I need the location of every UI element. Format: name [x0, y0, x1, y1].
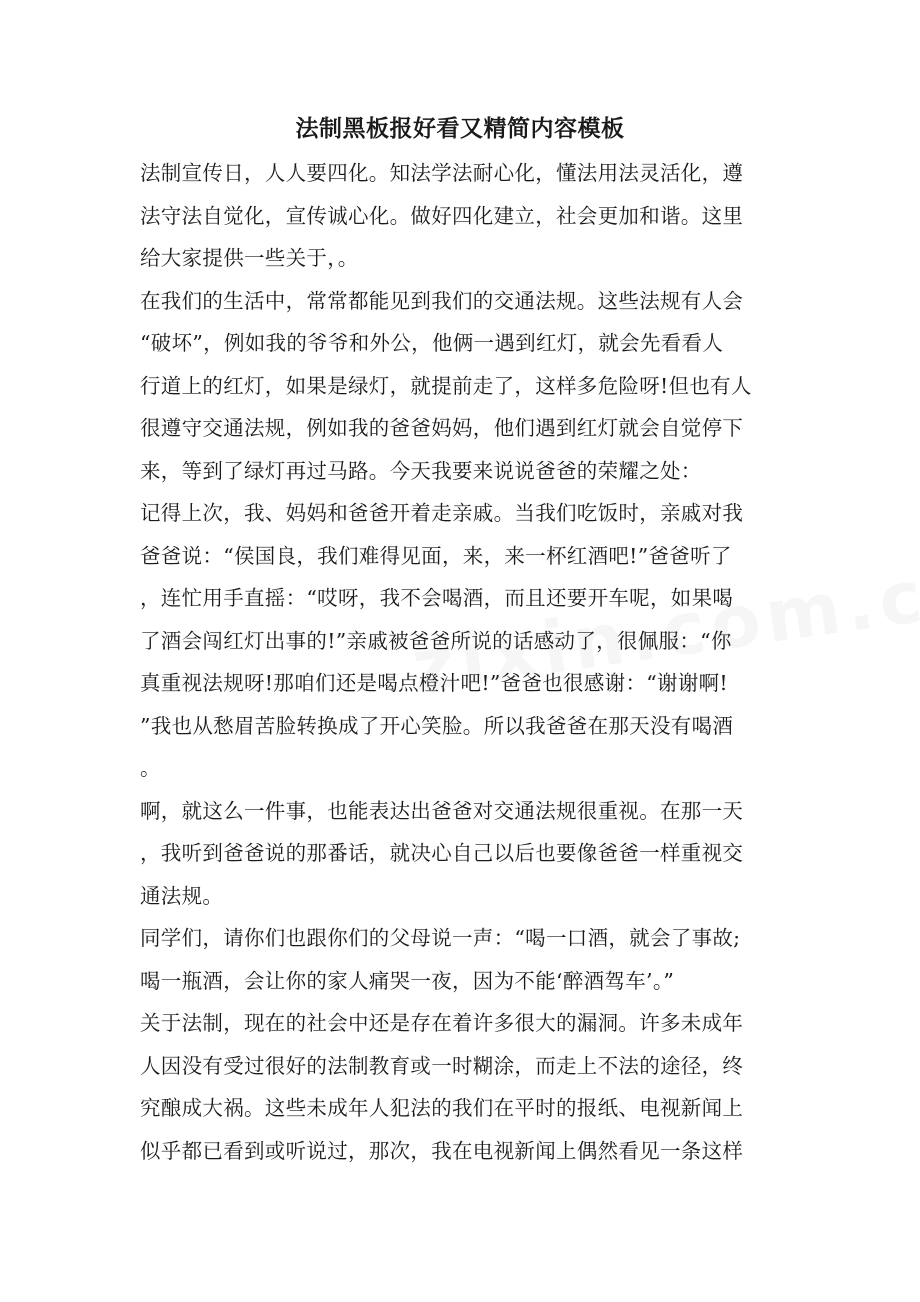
text-line: “破坏”，例如我的爷爷和外公，他俩一遇到红灯，就会先看看人 [140, 331, 724, 355]
text-line: 真重视法规呀!那咱们还是喝点橙汁吧!”爸爸也很感谢：“谢谢啊! [140, 671, 728, 695]
text-line: 究酿成大祸。这些未成年人犯法的我们在平时的报纸、电视新闻上 [140, 1096, 744, 1120]
text-line: 了酒会闯红灯出事的!”亲戚被爸爸所说的话感动了，很佩服：“你 [140, 628, 732, 653]
text-line: 法制宣传日，人人要四化。知法学法耐心化，懂法用法灵活化，遵 [140, 161, 744, 185]
text-line: 同学们，请你们也跟你们的父母说一声：“喝一口酒，就会了事故; [140, 926, 741, 950]
text-line: 法守法自觉化，宣传诚心化。做好四化建立，社会更加和谐。这里 [140, 203, 744, 228]
text-line: 通法规。 [140, 883, 224, 908]
text-line: ，连忙用手直摇：“哎呀，我不会喝酒，而且还要开车呢，如果喝 [140, 586, 734, 610]
text-line: 在我们的生活中，常常都能见到我们的交通法规。这些法规有人会 [140, 288, 744, 313]
text-line: 啊，就这么一件事，也能表达出爸爸对交通法规很重视。在那一天 [140, 798, 744, 823]
text-line: 。 [140, 756, 161, 780]
text-line: 行道上的红灯，如果是绿灯，就提前走了，这样多危险呀!但也有人 [140, 373, 752, 398]
text-line: ，我听到爸爸说的那番话，就决心自己以后也要像爸爸一样重视交 [140, 841, 744, 865]
text-line: 很遵守交通法规，例如我的爸爸妈妈，他们遇到红灯就会自觉停下 [140, 416, 744, 440]
text-line: 爸爸说：“侯国良，我们难得见面，来，来一杯红酒吧!”爸爸听了 [140, 543, 732, 568]
text-line: 喝一瓶酒，会让你的家人痛哭一夜，因为不能‘醉酒驾车’。” [140, 968, 675, 993]
document-title: 法制黑板报好看又精简内容模板 [295, 115, 625, 142]
document-body [140, 152, 780, 1172]
text-line: 来，等到了绿灯再过马路。今天我要来说说爸爸的荣耀之处： [140, 458, 702, 483]
text-line: 关于法制，现在的社会中还是存在着许多很大的漏洞。许多未成年 [140, 1011, 744, 1035]
text-line: ”我也从愁眉苦脸转换成了开心笑脸。所以我爸爸在那天没有喝酒 [140, 713, 734, 738]
text-line: 似乎都已看到或听说过，那次，我在电视新闻上偶然看见一条这样 [140, 1138, 744, 1163]
text-line: 人因没有受过很好的法制教育或一时糊涂，而走上不法的途径，终 [140, 1053, 744, 1078]
text-line: 记得上次，我、妈妈和爸爸开着走亲戚。当我们吃饭时，亲戚对我 [140, 501, 744, 525]
text-line: 给大家提供一些关于，。 [140, 246, 359, 270]
